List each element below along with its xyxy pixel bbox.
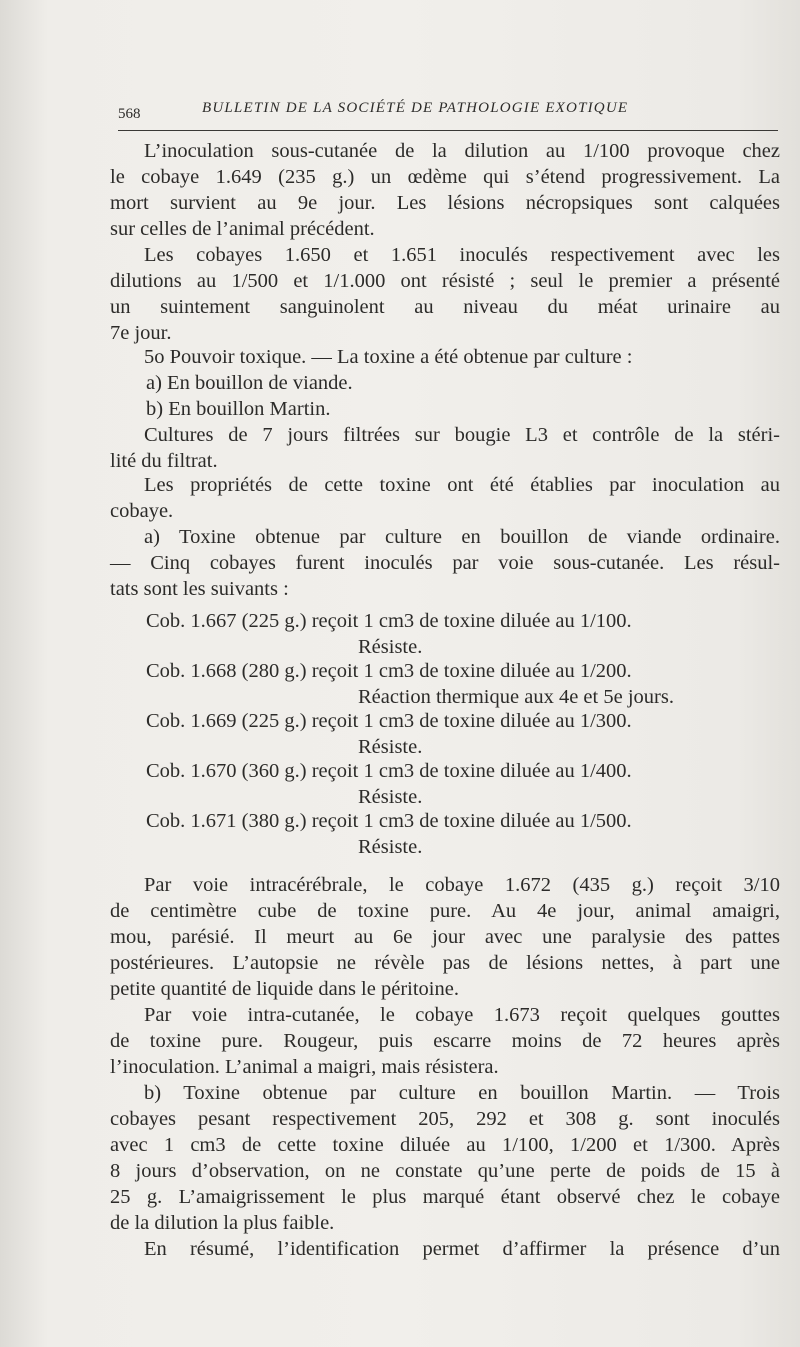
text-line: 25 g. L’amaigrissement le plus marqué étant observé chez le cobaye [110, 1186, 780, 1208]
text-line: postérieures. L’autopsie ne révèle pas de lésions nettes, à part une [110, 952, 780, 974]
cobaye-result-outcome: Résiste. [358, 786, 423, 808]
text-line: cobayes pesant respectivement 205, 292 et 308 g. sont inoculés [110, 1108, 780, 1130]
text-line: lité du filtrat. [110, 450, 218, 472]
list-item: b) En bouillon Martin. [146, 398, 331, 420]
text-line: tats sont les suivants : [110, 578, 289, 600]
running-title: BULLETIN DE LA SOCIÉTÉ DE PATHOLOGIE EXOTIQUE [202, 100, 629, 116]
text-line: l’inoculation. L’animal a maigri, mais résistera. [110, 1056, 499, 1078]
cobaye-result-line: Cob. 1.670 (360 g.) reçoit 1 cm3 de toxine diluée au 1/400. [146, 760, 632, 782]
cobaye-result-outcome: Résiste. [358, 636, 423, 658]
cobaye-result-line: Cob. 1.668 (280 g.) reçoit 1 cm3 de toxine diluée au 1/200. [146, 660, 632, 682]
cobaye-result-line: Cob. 1.671 (380 g.) reçoit 1 cm3 de toxine diluée au 1/500. [146, 810, 632, 832]
text-line: Par voie intra-cutanée, le cobaye 1.673 reçoit quelques gouttes [144, 1004, 780, 1026]
text-line: le cobaye 1.649 (235 g.) un œdème qui s’étend progressivement. La [110, 166, 780, 188]
section-heading-toxic-power: 5o Pouvoir toxique. — La toxine a été obtenue par culture : [144, 346, 633, 368]
text-line: un suintement sanguinolent au niveau du méat urinaire au [110, 296, 780, 318]
text-line: petite quantité de liquide dans le péritoine. [110, 978, 459, 1000]
text-line: Les cobayes 1.650 et 1.651 inoculés respectivement avec les [144, 244, 780, 266]
text-line: de centimètre cube de toxine pure. Au 4e jour, animal amaigri, [110, 900, 780, 922]
cobaye-result-outcome: Résiste. [358, 836, 423, 858]
subsection-heading-b: b) Toxine obtenue par culture en bouillon Martin. — Trois [144, 1082, 780, 1104]
text-line: L’inoculation sous-cutanée de la dilution au 1/100 provoque chez [144, 140, 780, 162]
cobaye-result-outcome: Résiste. [358, 736, 423, 758]
text-line: Les propriétés de cette toxine ont été établies par inoculation au [144, 474, 780, 496]
cobaye-result-outcome: Réaction thermique aux 4e et 5e jours. [358, 686, 674, 708]
page-header [118, 100, 778, 140]
list-item: a) En bouillon de viande. [146, 372, 353, 394]
text-line: mou, parésié. Il meurt au 6e jour avec une paralysie des pattes [110, 926, 780, 948]
cobaye-result-line: Cob. 1.667 (225 g.) reçoit 1 cm3 de toxine diluée au 1/100. [146, 610, 632, 632]
text-line: En résumé, l’identification permet d’affirmer la présence d’un [144, 1238, 780, 1260]
text-line: cobaye. [110, 500, 174, 522]
text-line: 8 jours d’observation, on ne constate qu’une perte de poids de 15 à [110, 1160, 780, 1182]
text-line: avec 1 cm3 de cette toxine diluée au 1/100, 1/200 et 1/300. Après [110, 1134, 780, 1156]
header-rule [118, 130, 778, 131]
text-line: dilutions au 1/500 et 1/1.000 ont résisté ; seul le premier a présenté [110, 270, 780, 292]
text-line: 7e jour. [110, 322, 172, 344]
text-line: Par voie intracérébrale, le cobaye 1.672 (435 g.) reçoit 3/10 [144, 874, 780, 896]
text-line: Cultures de 7 jours filtrées sur bougie L3 et contrôle de la stéri- [144, 424, 780, 446]
text-line: mort survient au 9e jour. Les lésions nécropsiques sont calquées [110, 192, 780, 214]
page-number: 568 [118, 106, 141, 122]
text-line: de la dilution la plus faible. [110, 1212, 335, 1234]
cobaye-result-line: Cob. 1.669 (225 g.) reçoit 1 cm3 de toxine diluée au 1/300. [146, 710, 632, 732]
subsection-heading-a: a) Toxine obtenue par culture en bouillon de viande ordinaire. [144, 526, 780, 548]
text-line: de toxine pure. Rougeur, puis escarre moins de 72 heures après [110, 1030, 780, 1052]
text-line: — Cinq cobayes furent inoculés par voie sous-cutanée. Les résul- [110, 552, 780, 574]
text-line: sur celles de l’animal précédent. [110, 218, 375, 240]
